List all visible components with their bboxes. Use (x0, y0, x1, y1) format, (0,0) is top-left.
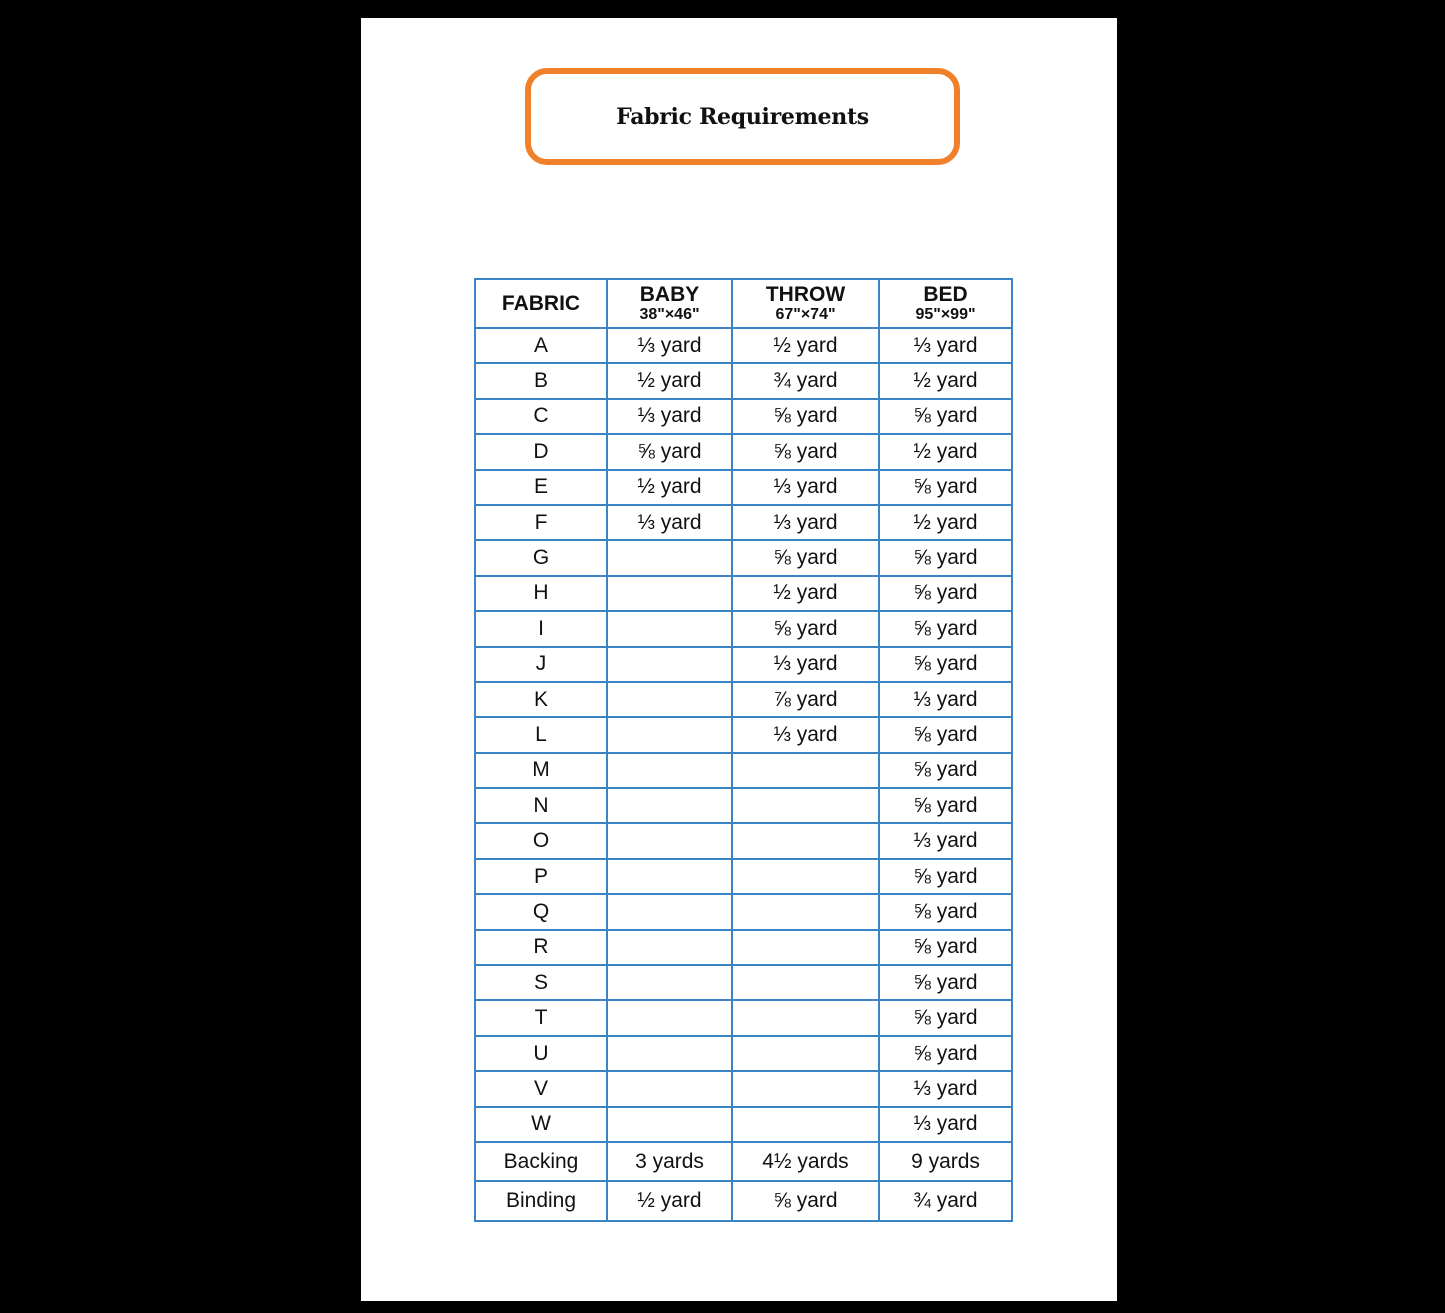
bed-cell: ⅓ yard (879, 1107, 1012, 1142)
table-row (475, 399, 1012, 434)
table-row (475, 1181, 1012, 1221)
column-header-throw (732, 279, 879, 328)
fabric-label-cell: U (475, 1036, 607, 1071)
throw-cell (732, 1036, 879, 1071)
bed-cell: ⅓ yard (879, 328, 1012, 363)
fabric-label-cell: I (475, 611, 607, 646)
bed-cell: ½ yard (879, 505, 1012, 540)
fabric-requirements-table (474, 278, 1013, 1222)
throw-cell: ⅞ yard (732, 682, 879, 717)
throw-cell: ⅓ yard (732, 717, 879, 752)
table-row (475, 611, 1012, 646)
baby-cell (607, 823, 732, 858)
bed-cell: ⅝ yard (879, 859, 1012, 894)
bed-cell: ½ yard (879, 434, 1012, 469)
bed-cell: 9 yards (879, 1142, 1012, 1182)
bed-cell: ⅝ yard (879, 1000, 1012, 1035)
table-row (475, 505, 1012, 540)
throw-cell: ¾ yard (732, 363, 879, 398)
fabric-label-cell: H (475, 576, 607, 611)
bed-cell: ⅝ yard (879, 717, 1012, 752)
table-row (475, 788, 1012, 823)
throw-cell (732, 894, 879, 929)
baby-cell (607, 647, 732, 682)
fabric-label-cell: V (475, 1071, 607, 1106)
fabric-label-cell: G (475, 540, 607, 575)
fabric-label-cell: R (475, 930, 607, 965)
fabric-label-cell: D (475, 434, 607, 469)
table-row (475, 328, 1012, 363)
table-row (475, 1071, 1012, 1106)
fabric-label-cell: E (475, 470, 607, 505)
table-row (475, 823, 1012, 858)
bed-cell: ⅝ yard (879, 576, 1012, 611)
column-name: THROW (765, 282, 846, 306)
throw-cell: ⅝ yard (732, 611, 879, 646)
throw-cell: ⅓ yard (732, 505, 879, 540)
throw-cell: ⅓ yard (732, 470, 879, 505)
table-body (475, 328, 1012, 1221)
column-header-baby (607, 279, 732, 328)
column-header-bed (879, 279, 1012, 328)
fabric-label-cell: Q (475, 894, 607, 929)
bed-cell: ⅝ yard (879, 399, 1012, 434)
table-row (475, 1036, 1012, 1071)
fabric-label-cell: T (475, 1000, 607, 1035)
baby-cell: ⅓ yard (607, 399, 732, 434)
table-row (475, 576, 1012, 611)
throw-cell (732, 930, 879, 965)
throw-cell (732, 859, 879, 894)
bed-cell: ¾ yard (879, 1181, 1012, 1221)
throw-cell (732, 965, 879, 1000)
baby-cell: ⅓ yard (607, 328, 732, 363)
fabric-label-cell: A (475, 328, 607, 363)
throw-cell (732, 823, 879, 858)
baby-cell (607, 717, 732, 752)
table-row (475, 717, 1012, 752)
baby-cell (607, 540, 732, 575)
throw-cell: ⅝ yard (732, 1181, 879, 1221)
bed-cell: ⅝ yard (879, 611, 1012, 646)
throw-cell (732, 753, 879, 788)
throw-cell: ½ yard (732, 328, 879, 363)
throw-cell (732, 788, 879, 823)
fabric-header: FABRIC (475, 279, 607, 328)
baby-cell: ⅝ yard (607, 434, 732, 469)
bed-cell: ⅝ yard (879, 930, 1012, 965)
baby-cell (607, 859, 732, 894)
baby-cell (607, 930, 732, 965)
throw-cell: ½ yard (732, 576, 879, 611)
page-title: Fabric Requirements (616, 103, 869, 130)
baby-cell (607, 753, 732, 788)
baby-cell (607, 682, 732, 717)
fabric-label-cell: L (475, 717, 607, 752)
bed-cell: ⅝ yard (879, 788, 1012, 823)
throw-cell: ⅝ yard (732, 399, 879, 434)
header-row (475, 279, 1012, 328)
baby-cell: ⅓ yard (607, 505, 732, 540)
baby-cell (607, 894, 732, 929)
baby-cell: ½ yard (607, 363, 732, 398)
bed-cell: ⅝ yard (879, 1036, 1012, 1071)
table-row (475, 894, 1012, 929)
baby-cell (607, 576, 732, 611)
bed-cell: ⅓ yard (879, 823, 1012, 858)
table-row (475, 1142, 1012, 1182)
bed-cell: ½ yard (879, 363, 1012, 398)
baby-cell: 3 yards (607, 1142, 732, 1182)
fabric-label-cell: P (475, 859, 607, 894)
bed-cell: ⅝ yard (879, 470, 1012, 505)
throw-cell (732, 1071, 879, 1106)
column-size: 95"×99" (915, 305, 976, 323)
table-row (475, 859, 1012, 894)
fabric-label-cell: M (475, 753, 607, 788)
bed-cell: ⅝ yard (879, 647, 1012, 682)
fabric-label-cell: O (475, 823, 607, 858)
column-size: 38"×46" (639, 305, 700, 323)
throw-cell: 4½ yards (732, 1142, 879, 1182)
baby-cell (607, 1036, 732, 1071)
fabric-label-cell: F (475, 505, 607, 540)
bed-cell: ⅝ yard (879, 894, 1012, 929)
table-row (475, 1000, 1012, 1035)
throw-cell: ⅓ yard (732, 647, 879, 682)
fabric-label-cell: B (475, 363, 607, 398)
bed-cell: ⅓ yard (879, 682, 1012, 717)
bed-cell: ⅝ yard (879, 540, 1012, 575)
fabric-label-cell: K (475, 682, 607, 717)
baby-cell: ½ yard (607, 1181, 732, 1221)
baby-cell: ½ yard (607, 470, 732, 505)
throw-cell: ⅝ yard (732, 540, 879, 575)
bed-cell: ⅝ yard (879, 965, 1012, 1000)
fabric-label-cell: Backing (475, 1142, 607, 1182)
table-row (475, 647, 1012, 682)
fabric-label-cell: J (475, 647, 607, 682)
throw-cell (732, 1107, 879, 1142)
page (361, 18, 1117, 1301)
table-row (475, 540, 1012, 575)
title-box (525, 68, 960, 165)
baby-cell (607, 611, 732, 646)
baby-cell (607, 1000, 732, 1035)
baby-cell (607, 1107, 732, 1142)
column-name: BABY (639, 282, 700, 306)
table-row (475, 1107, 1012, 1142)
throw-cell: ⅝ yard (732, 434, 879, 469)
table-row (475, 753, 1012, 788)
fabric-label-cell: C (475, 399, 607, 434)
fabric-label-cell: S (475, 965, 607, 1000)
table-row (475, 434, 1012, 469)
table-row (475, 965, 1012, 1000)
baby-cell (607, 965, 732, 1000)
baby-cell (607, 1071, 732, 1106)
table-row (475, 470, 1012, 505)
table-row (475, 363, 1012, 398)
fabric-label-cell: Binding (475, 1181, 607, 1221)
bed-cell: ⅝ yard (879, 753, 1012, 788)
table-row (475, 682, 1012, 717)
fabric-label-cell: W (475, 1107, 607, 1142)
bed-cell: ⅓ yard (879, 1071, 1012, 1106)
throw-cell (732, 1000, 879, 1035)
table-row (475, 930, 1012, 965)
column-name: BED (923, 282, 968, 306)
fabric-label-cell: N (475, 788, 607, 823)
baby-cell (607, 788, 732, 823)
column-size: 67"×74" (775, 305, 836, 323)
